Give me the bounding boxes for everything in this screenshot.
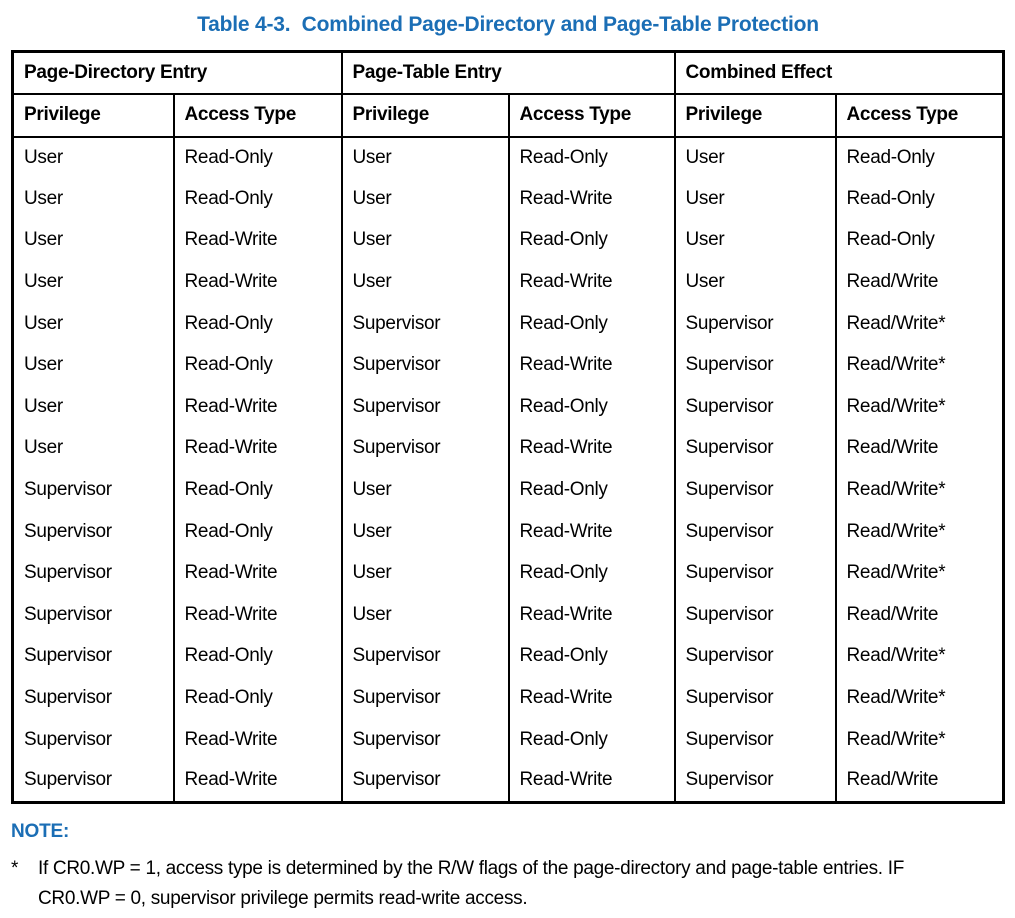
table-cell: User	[342, 511, 509, 553]
table-row	[13, 469, 1004, 511]
table-cell: Read-Write	[174, 428, 342, 470]
table-cell: Read-Only	[836, 137, 1004, 179]
table-cell: User	[342, 594, 509, 636]
table-cell: Supervisor	[13, 511, 174, 553]
table-cell: Read-Write	[509, 594, 675, 636]
table-cell: Read-Only	[174, 303, 342, 345]
table-cell: Read/Write*	[836, 552, 1004, 594]
table-cell: Read-Write	[509, 261, 675, 303]
table-cell: Read-Only	[174, 137, 342, 179]
table-header	[13, 52, 1004, 137]
table-cell: Read-Only	[509, 220, 675, 262]
group-header-combined-effect: Combined Effect	[675, 52, 1004, 94]
table-row	[13, 344, 1004, 386]
table-cell: Read-Only	[174, 677, 342, 719]
table-cell: Supervisor	[342, 719, 509, 761]
table-row	[13, 594, 1004, 636]
table-cell: Read-Write	[509, 511, 675, 553]
table-cell: Supervisor	[342, 760, 509, 802]
table-row	[13, 428, 1004, 470]
table-cell: Read-Only	[509, 137, 675, 179]
table-cell: User	[675, 261, 836, 303]
footnote-text: If CR0.WP = 1, access type is determined by the R/W flags of the page-directory and page-table entries. IF CR0.WP = 0, supervisor privilege permits read-write access.	[38, 857, 905, 909]
table-cell: User	[13, 303, 174, 345]
table-cell: User	[342, 552, 509, 594]
table-cell: Read-Only	[509, 303, 675, 345]
sub-header-row	[13, 94, 1004, 137]
group-header-row	[13, 52, 1004, 94]
table-cell: Read-Only	[174, 469, 342, 511]
table-cell: Supervisor	[675, 386, 836, 428]
table-row	[13, 386, 1004, 428]
table-cell: Read-Only	[836, 220, 1004, 262]
table-cell: Supervisor	[13, 677, 174, 719]
table-cell: Supervisor	[675, 677, 836, 719]
table-cell: Read-Write	[174, 760, 342, 802]
table-cell: Read-Write	[174, 719, 342, 761]
table-row	[13, 719, 1004, 761]
group-header-page-table-entry: Page-Table Entry	[342, 52, 675, 94]
table-cell: User	[342, 261, 509, 303]
table-cell: User	[675, 178, 836, 220]
table-cell: Read-Only	[509, 719, 675, 761]
column-header-access-type-3: Access Type	[836, 94, 1004, 137]
footnote	[11, 854, 1005, 914]
table-cell: Read/Write	[836, 594, 1004, 636]
table-cell: User	[13, 178, 174, 220]
table-cell: Read-Only	[174, 344, 342, 386]
table-cell: Supervisor	[675, 428, 836, 470]
table-cell: Read-Only	[174, 636, 342, 678]
table-cell: User	[13, 428, 174, 470]
table-cell: Read-Only	[509, 636, 675, 678]
table-cell: Supervisor	[342, 428, 509, 470]
table-cell: User	[13, 220, 174, 262]
table-cell: User	[13, 386, 174, 428]
table-cell: User	[342, 469, 509, 511]
table-cell: Supervisor	[675, 469, 836, 511]
table-cell: Read-Write	[174, 386, 342, 428]
table-cell: Read-Write	[509, 677, 675, 719]
group-header-page-directory-entry: Page-Directory Entry	[13, 52, 342, 94]
table-row	[13, 677, 1004, 719]
table-cell: User	[675, 220, 836, 262]
table-cell: User	[13, 261, 174, 303]
table-cell: Supervisor	[675, 344, 836, 386]
table-cell: Read-Write	[174, 552, 342, 594]
column-header-privilege-1: Privilege	[13, 94, 174, 137]
table-row	[13, 137, 1004, 179]
table-cell: Supervisor	[342, 636, 509, 678]
protection-table	[11, 50, 1005, 804]
table-cell: Read/Write*	[836, 719, 1004, 761]
table-cell: Supervisor	[675, 552, 836, 594]
table-cell: Read/Write	[836, 261, 1004, 303]
column-header-access-type-2: Access Type	[509, 94, 675, 137]
table-cell: Read-Write	[509, 760, 675, 802]
table-cell: Supervisor	[13, 760, 174, 802]
table-cell: Supervisor	[13, 552, 174, 594]
table-row	[13, 760, 1004, 802]
table-cell: Read-Only	[509, 386, 675, 428]
table-cell: Read/Write	[836, 760, 1004, 802]
table-cell: Supervisor	[675, 303, 836, 345]
table-cell: Supervisor	[675, 594, 836, 636]
table-row	[13, 303, 1004, 345]
note-label: NOTE:	[11, 820, 70, 842]
table-body	[13, 137, 1004, 803]
table-row	[13, 636, 1004, 678]
table-cell: Supervisor	[13, 594, 174, 636]
table-cell: Read/Write*	[836, 636, 1004, 678]
table-cell: Read-Only	[174, 178, 342, 220]
table-cell: Read/Write*	[836, 344, 1004, 386]
table-cell: Supervisor	[342, 386, 509, 428]
table-cell: Read-Only	[836, 178, 1004, 220]
table-cell: Read-Write	[509, 428, 675, 470]
table-cell: Supervisor	[675, 511, 836, 553]
table-cell: Supervisor	[675, 636, 836, 678]
footnote-marker: *	[11, 857, 19, 879]
table-cell: Supervisor	[342, 344, 509, 386]
table-cell: Read/Write*	[836, 677, 1004, 719]
table-row	[13, 552, 1004, 594]
table-cell: Read/Write*	[836, 303, 1004, 345]
table-row	[13, 178, 1004, 220]
table-cell: User	[342, 178, 509, 220]
column-header-access-type-1: Access Type	[174, 94, 342, 137]
table-cell: Supervisor	[13, 469, 174, 511]
table-cell: Read/Write	[836, 428, 1004, 470]
table-cell: User	[13, 344, 174, 386]
table-cell: Read-Write	[509, 344, 675, 386]
table-cell: Supervisor	[675, 760, 836, 802]
table-cell: User	[675, 137, 836, 179]
table-cell: Supervisor	[342, 303, 509, 345]
table-row	[13, 261, 1004, 303]
table-cell: User	[13, 137, 174, 179]
table-cell: User	[342, 137, 509, 179]
table-cell: Read-Only	[509, 552, 675, 594]
table-cell: Supervisor	[13, 636, 174, 678]
column-header-privilege-3: Privilege	[675, 94, 836, 137]
table-cell: Supervisor	[675, 719, 836, 761]
table-cell: Read-Write	[509, 178, 675, 220]
table-cell: Read-Only	[174, 511, 342, 553]
table-cell: Supervisor	[13, 719, 174, 761]
table-cell: User	[342, 220, 509, 262]
table-title: Table 4-3. Combined Page-Directory and Page-Table Protection	[197, 13, 819, 36]
column-header-privilege-2: Privilege	[342, 94, 509, 137]
table-cell: Read-Only	[509, 469, 675, 511]
table-cell: Read/Write*	[836, 511, 1004, 553]
table-cell: Read-Write	[174, 594, 342, 636]
table-cell: Read/Write*	[836, 469, 1004, 511]
table-cell: Supervisor	[342, 677, 509, 719]
table-cell: Read-Write	[174, 220, 342, 262]
table-cell: Read/Write*	[836, 386, 1004, 428]
table-cell: Read-Write	[174, 261, 342, 303]
table-row	[13, 511, 1004, 553]
table-row	[13, 220, 1004, 262]
